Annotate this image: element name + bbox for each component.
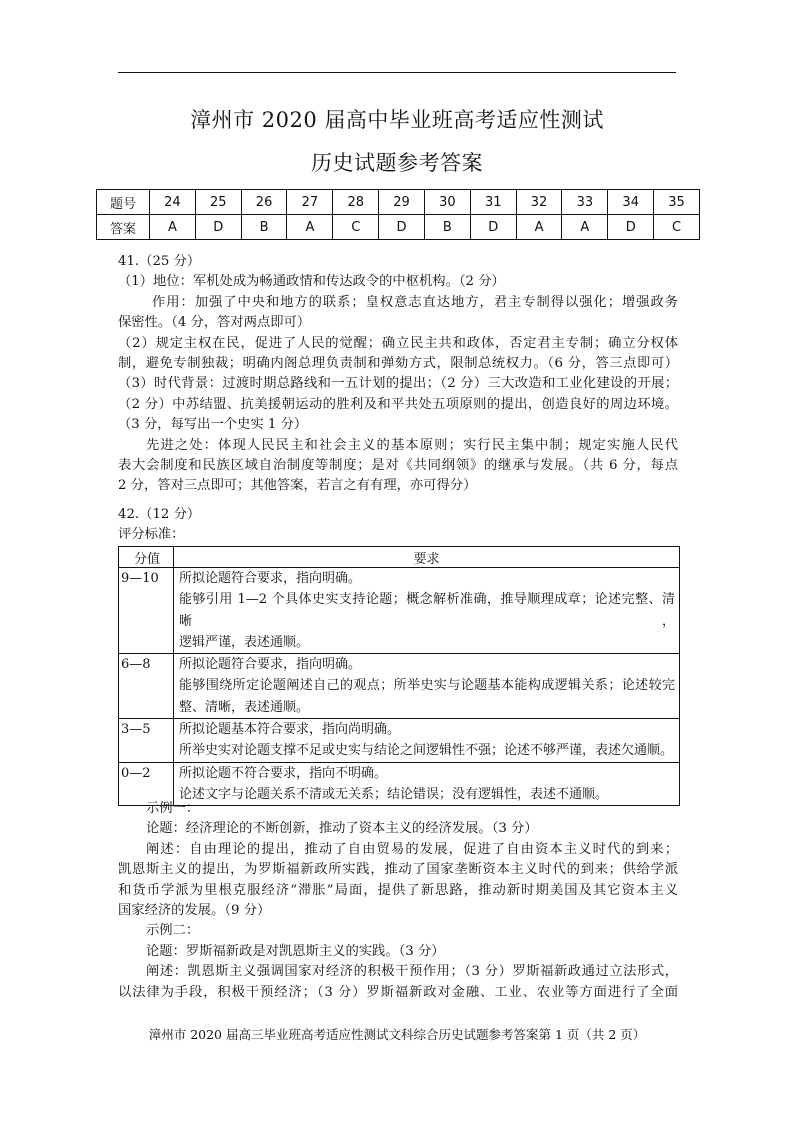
q42-heading-block — [118, 505, 678, 546]
answer-letter: D — [379, 215, 425, 240]
question-number: 25 — [195, 190, 241, 215]
answer-letter: D — [608, 215, 654, 240]
answer-letter: A — [562, 215, 608, 240]
requirement-line: 所拟论题符合要求，指向明确。 — [179, 571, 362, 586]
requirement-line: 能够围绕所定论题阐述自己的观点；所举史实与论题基本能构成逻辑关系；论述较完 — [179, 678, 675, 694]
text-line: 凯恩斯主义的提出，为罗斯福新政所实践，推动了国家垄断资本主义时代的到来；供给学派 — [118, 862, 678, 878]
requirement-line: 能够引用 1—2 个具体史实支持论题；概念解析准确，推导顺理成章；论述完整、清晰， — [179, 592, 675, 629]
text-line: （1）地位：军机处成为畅通政情和传达政令的中枢机构。（2 分） — [118, 274, 505, 290]
question-number: 26 — [241, 190, 287, 215]
grading-row — [119, 568, 680, 654]
score-column-header: 分值 — [119, 547, 174, 568]
question-number: 32 — [516, 190, 562, 215]
requirement-cell — [174, 719, 680, 763]
requirement-cell — [174, 654, 680, 719]
grading-row — [119, 654, 680, 719]
question-number: 33 — [562, 190, 608, 215]
text-line: 阐述：自由理论的提出，推动了自由贸易的发展，促进了自由资本主义时代的到来； — [146, 841, 678, 857]
answer-letter: D — [195, 215, 241, 240]
answer-letter: A — [287, 215, 333, 240]
page-footer: 漳州市 2020 届高三毕业班高考适应性测试文科综合历史试题参考答案第 1 页（共 2 页） — [148, 1027, 646, 1042]
text-line: （2 分）中苏结盟、抗美援朝运动的胜利及和平共处五项原则的提出，创造良好的周边环境。 — [118, 396, 678, 412]
grading-header-row — [119, 547, 680, 568]
score-range: 6—8 — [119, 654, 174, 719]
question-number: 31 — [470, 190, 516, 215]
answer-letter: D — [470, 215, 516, 240]
text-line: （3）时代背景：过渡时期总路线和一五计划的提出；（2 分）三大改造和工业化建设的开展； — [118, 376, 678, 392]
answer-letter-row — [97, 215, 700, 240]
question-number: 35 — [654, 190, 700, 215]
example-label: 示例二： — [146, 923, 200, 939]
page-subtitle: 历史试题参考答案 — [311, 151, 483, 175]
score-range: 0—2 — [119, 762, 174, 806]
requirement-line: 论述文字与论题关系不清或无关系；结论错误；没有逻辑性，表述不通顺。 — [179, 786, 609, 802]
answer-header: 答案 — [97, 215, 150, 240]
answer-letter: A — [150, 215, 196, 240]
text-line: 2 分，答对三点即可；其他答案，若言之有有理，亦可得分） — [118, 478, 477, 494]
requirement-line: 逻辑严谨，表述通顺。 — [179, 634, 310, 650]
requirement-line: 整、清晰，表述通顺。 — [179, 699, 310, 715]
question-number: 30 — [424, 190, 470, 215]
question-number: 24 — [150, 190, 196, 215]
question-number: 27 — [287, 190, 333, 215]
text-line: 制，避免专制独裁；明确内阁总理负责制和弹劾方式，限制总统权力。（6 分，答三点即可） — [118, 355, 678, 371]
answer-letter: C — [333, 215, 379, 240]
text-line: 作用：加强了中央和地方的联系；皇权意志直达地方，君主专制得以强化；增强政务 — [152, 294, 678, 310]
number-header: 题号 — [97, 190, 150, 215]
grading-table — [118, 546, 680, 806]
answer-letter: B — [424, 215, 470, 240]
score-range: 3—5 — [119, 719, 174, 763]
text-line: 论题：罗斯福新政是对凯恩斯主义的实践。（3 分） — [146, 943, 445, 959]
answer-key-table — [96, 189, 700, 240]
grading-row — [119, 719, 680, 763]
question-number: 29 — [379, 190, 425, 215]
answer-number-row — [97, 190, 700, 215]
answer-letter: A — [516, 215, 562, 240]
top-rule — [118, 72, 676, 73]
text-line: （2）规定主权在民，促进了人民的觉醒；确立民主共和政体，否定君主专制；确立分权体 — [118, 335, 678, 351]
text-line: 表大会制度和民族区域自治制度等制度；是对《共同纲领》的继承与发展。（共 6 分，每点 — [118, 457, 678, 473]
requirement-line: 所拟论题基本符合要求，指向尚明确。 — [179, 722, 401, 738]
text-line: 保密性。（4 分，答对两点即可） — [118, 315, 311, 331]
text-line: 以法律为手段，积极干预经济；（3 分）罗斯福新政对金融、工业、农业等方面进行了全面 — [118, 984, 678, 1000]
text-line: 论题：经济理论的不断创新，推动了资本主义的经济发展。（3 分） — [146, 821, 538, 837]
text-line: 先进之处：体现人民民主和社会主义的基本原则；实行民主集中制；规定实施人民代 — [146, 437, 678, 453]
examples-section — [118, 799, 678, 1003]
requirement-line: 所举史实对论题支撑不足或史实与结论之间逻辑性不强；论述不够严谨，表述欠通顺。 — [179, 743, 674, 759]
text-line: 和货币学派为里根克服经济“滞胀”局面，提供了新思路，推动新时期美国及其它资本主义 — [118, 882, 678, 898]
requirement-column-header: 要求 — [174, 547, 680, 568]
question-number: 28 — [333, 190, 379, 215]
text-line: 国家经济的发展。（9 分） — [118, 902, 271, 918]
q42-heading: 42.（12 分） — [118, 507, 201, 522]
text-line: （3 分，每写出一个史实 1 分） — [118, 417, 308, 433]
page-title: 漳州市 2020 届高中毕业班高考适应性测试 — [190, 108, 604, 132]
example-label: 示例一： — [146, 801, 200, 816]
text-line: 阐述：凯恩斯主义强调国家对经济的积极干预作用；（3 分）罗斯福新政通过立法形式， — [146, 964, 678, 980]
q41-section — [118, 252, 678, 497]
requirement-line: 所拟论题符合要求，指向明确。 — [179, 657, 362, 673]
q41-heading: 41.（25 分） — [118, 254, 201, 269]
criteria-label: 评分标准： — [118, 527, 185, 543]
answer-letter: C — [654, 215, 700, 240]
requirement-cell — [174, 568, 680, 654]
requirement-line: 所拟论题不符合要求，指向不明确。 — [179, 765, 388, 781]
score-range: 9—10 — [119, 568, 174, 654]
answer-letter: B — [241, 215, 287, 240]
question-number: 34 — [608, 190, 654, 215]
